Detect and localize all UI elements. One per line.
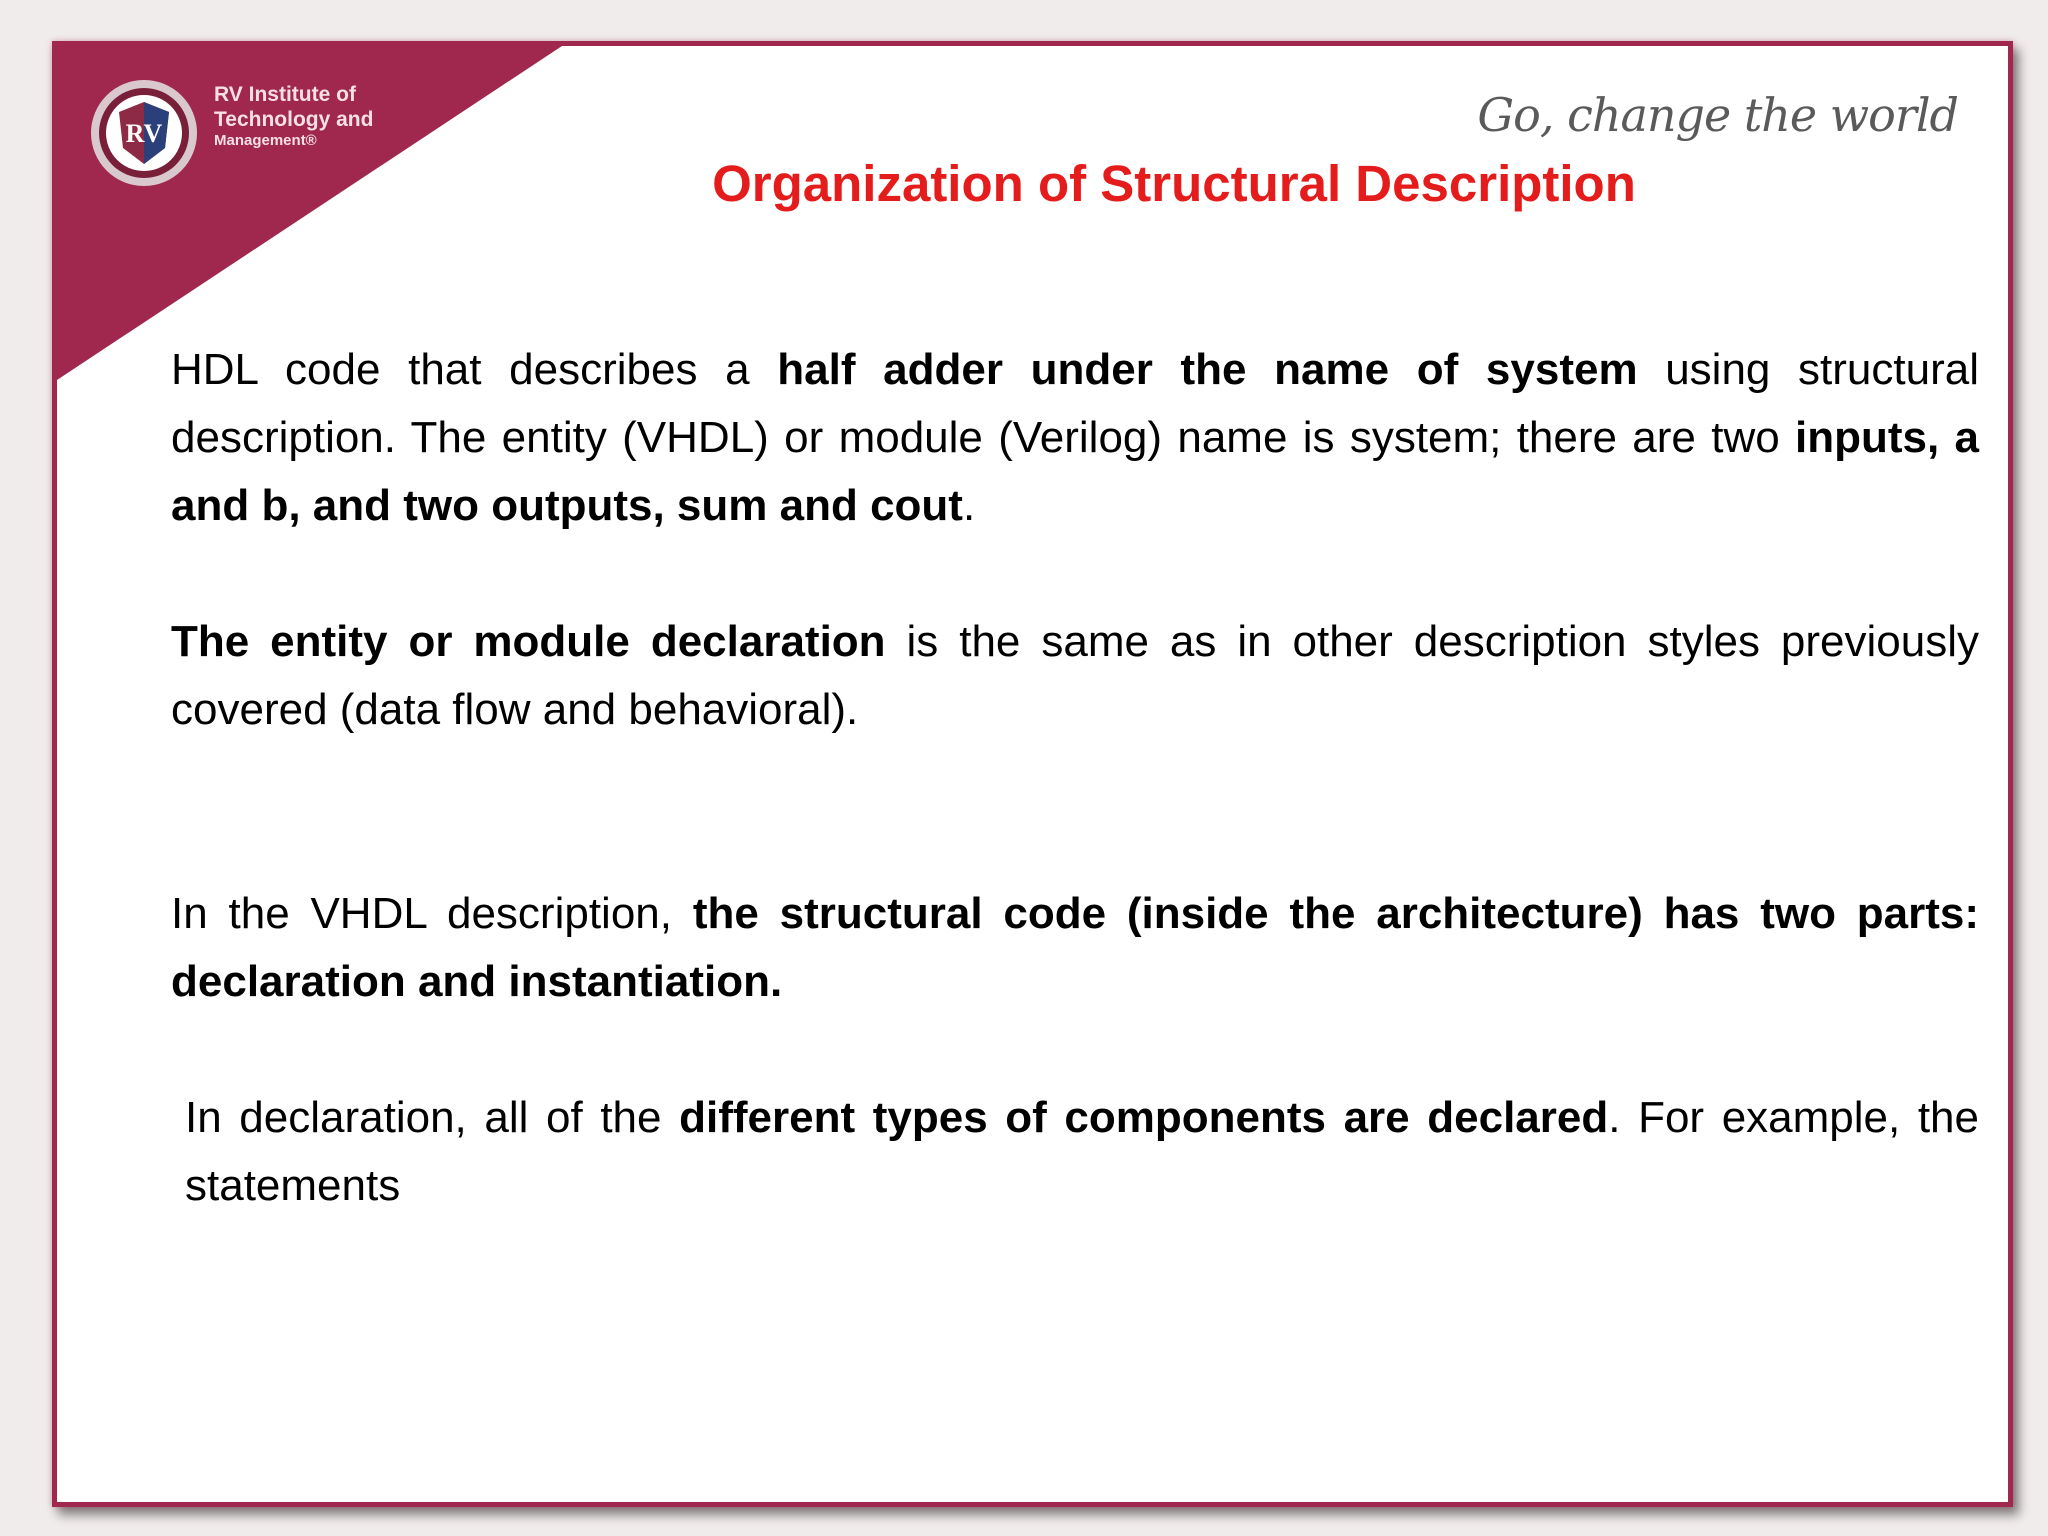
text-segment: . For example, the statements xyxy=(185,1093,1979,1210)
text-segment: In the VHDL description, xyxy=(171,889,693,938)
institute-name-line-2: Technology and xyxy=(214,108,374,131)
slide xyxy=(52,41,2013,1507)
text-segment: is the same as in other description styles previously covered (data flow and behavioral). xyxy=(171,617,1979,734)
paragraph-vhdl-structure xyxy=(171,880,1979,1016)
institute-logo-icon xyxy=(89,78,199,188)
text-segment: . xyxy=(962,481,976,530)
paragraph-entity-declaration xyxy=(171,608,1979,744)
paragraph-half-adder xyxy=(171,336,1979,540)
bold-text-segment: the structural code (inside the architecture) has two parts: declaration and instantiation. xyxy=(171,889,1979,1006)
paragraph-declaration xyxy=(171,1084,1979,1220)
bold-text-segment: inputs, a and b, and two outputs, sum and cout xyxy=(171,413,1980,530)
institute-name-line-3: Management® xyxy=(214,132,317,149)
bold-text-segment: half adder under the name of system xyxy=(777,345,1638,394)
slide-body xyxy=(171,336,1979,1220)
institute-name-line-1: RV Institute of xyxy=(214,83,356,106)
logo-monogram: RV xyxy=(125,119,163,148)
tagline: Go, change the world xyxy=(1477,88,1958,142)
text-segment: In declaration, all of the xyxy=(185,1093,680,1142)
bold-text-segment: different types of components are declared xyxy=(679,1093,1609,1142)
slide-title: Organization of Structural Description xyxy=(712,155,1636,212)
bold-text-segment: The entity or module declaration xyxy=(171,617,886,666)
institute-name xyxy=(214,82,434,150)
text-segment: HDL code that describes a xyxy=(171,345,778,394)
text-segment: using structural description. The entity (VHDL) or module (Verilog) name is system; there are two xyxy=(171,345,1979,462)
